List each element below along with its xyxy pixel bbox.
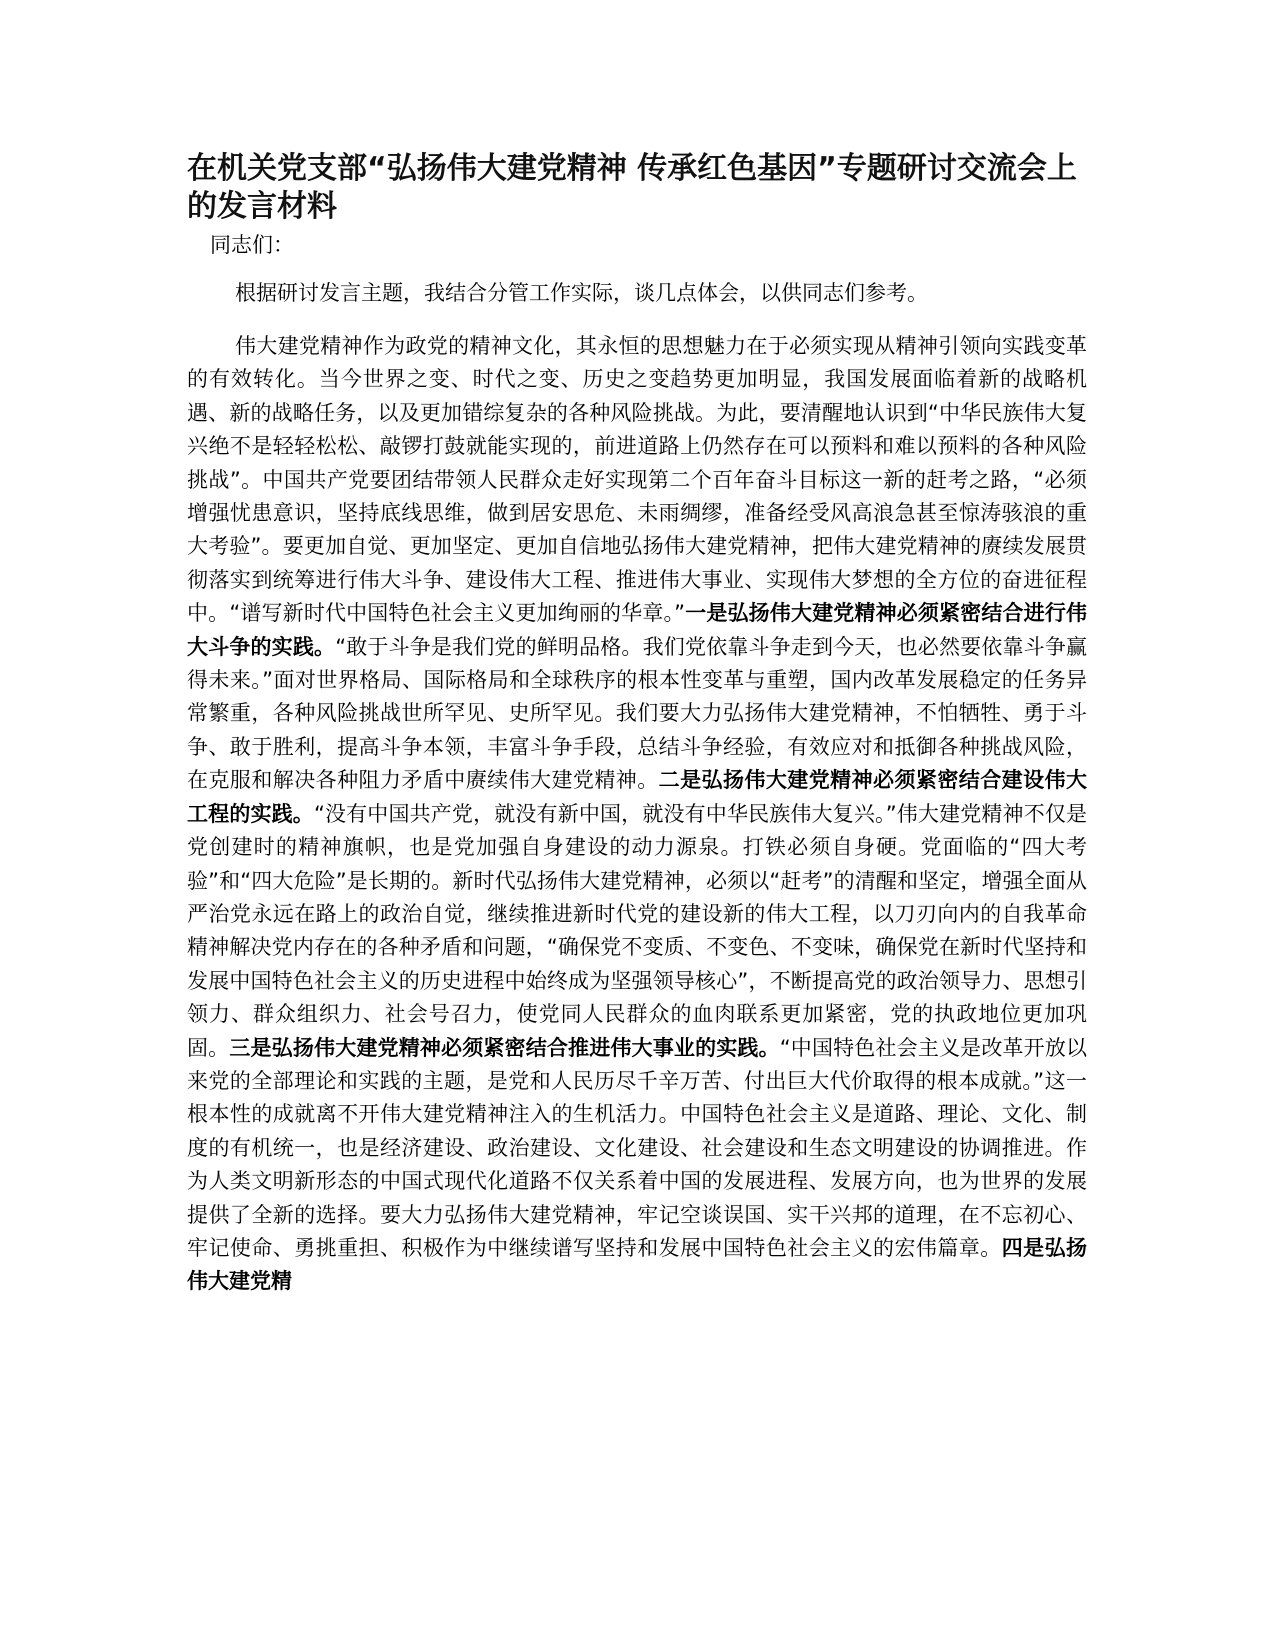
body-text-1: 伟大建党精神作为政党的精神文化，其永恒的思想魅力在于必须实现从精神引领向实践变革的有效转化。当今世界之变、时代之变、历史之变趋势更加明显，我国发展面临着新的战略机遇、新的战略任务，以及更加错综复杂的各种风险挑战。为此，要清醒地认识到“中华民族伟大复兴绝不是轻轻松松、敲锣打鼓就能实现的，前进道路上仍然存在可以预料和难以预料的各种风险挑战”。中国共产党要团结带领人民群众走好实现第二个百年奋斗目标这一新的赶考之路，“必须增强忧患意识，坚持底线思维，做到居安思危、未雨绸缪，准备经受风高浪急甚至惊涛骇浪的重大考验”。要更加自觉、更加坚定、更加自信地弘扬伟大建党精神，把伟大建党精神的赓续发展贯彻落实到统筹进行伟大斗争、建设伟大工程、推进伟大事业、实现伟大梦想的全方位的奋进征程中。“谱写新时代中国特色社会主义更加绚丽的华章。”: [187, 334, 1087, 626]
intro-paragraph: 根据研讨发言主题，我结合分管工作实际，谈几点体会，以供同志们参考。: [235, 281, 928, 305]
heading-point-2: 二是弘扬伟大建党精神必须紧密结合建设伟大工程的实践。: [187, 768, 1087, 826]
body-text-3: “没有中国共产党，就没有新中国，就没有中华民族伟大复兴。”伟大建党精神不仅是党创建时的精神旗帜，也是党加强自身建设的动力源泉。打铁必须自身硬。党面临的“四大考验”和“四大危险”是长期的。新时代弘扬伟大建党精神，必须以“赶考”的清醒和坚定，增强全面从严治党永远在路上的政治自觉，继续推进新时代党的建设新的伟大工程，以刀刃向内的自我革命精神解决党内存在的各种矛盾和问题，“确保党不变质、不变色、不变味，确保党在新时代坚持和发展中国特色社会主义的历史进程中始终成为坚强领导核心”，不断提高党的政治领导力、思想引领力、群众组织力、社会号召力，使党同人民群众的血肉联系更加紧密，党的执政地位更加巩固。: [187, 801, 1088, 1060]
heading-point-3: 三是弘扬伟大建党精神必须紧密结合推进伟大事业的实践。: [229, 1035, 780, 1060]
body-paragraph: [187, 330, 1087, 1299]
body-text-2: “敢于斗争是我们党的鲜明品格。我们党依靠斗争走到今天，也必然要依靠斗争赢得未来。”面对世界格局、国际格局和全球秩序的根本性变革与重塑，国内改革发展稳定的任务异常繁重，各种风险挑战世所罕见、史所罕见。我们要大力弘扬伟大建党精神，不怕牺牲、勇于斗争、敢于胜利，提高斗争本领，丰富斗争手段，总结斗争经验，有效应对和抵御各种挑战风险，在克服和解决各种阻力矛盾中赓续伟大建党精神。: [187, 634, 1087, 793]
heading-point-1: 一是弘扬伟大建党精神必须紧密结合进行伟大斗争的实践。: [187, 601, 1087, 659]
document-title: 在机关党支部“弘扬伟大建党精神 传承红色基因”专题研讨交流会上的发言材料: [187, 151, 1077, 224]
heading-point-4: 四是弘扬伟大建党精: [187, 1235, 1088, 1294]
body-text-4: “中国特色社会主义是改革开放以来党的全部理论和实践的主题，是党和人民历尽千辛万苦、付出巨大代价取得的根本成就。”这一根本性的成就离不开伟大建党精神注入的生机活力。中国特色社会主义是道路、理论、文化、制度的有机统一，也是经济建设、政治建设、文化建设、社会建设和生态文明建设的协调推进。作为人类文明新形态的中国式现代化道路不仅关系着中国的发展进程、发展方向，也为世界的发展提供了全新的选择。要大力弘扬伟大建党精神，牢记空谈误国、实干兴邦的道理，在不忘初心、牢记使命、勇挑重担、积极作为中继续谱写坚持和发展中国特色社会主义的宏伟篇章。: [187, 1035, 1087, 1260]
salutation: 同志们：: [210, 233, 294, 257]
